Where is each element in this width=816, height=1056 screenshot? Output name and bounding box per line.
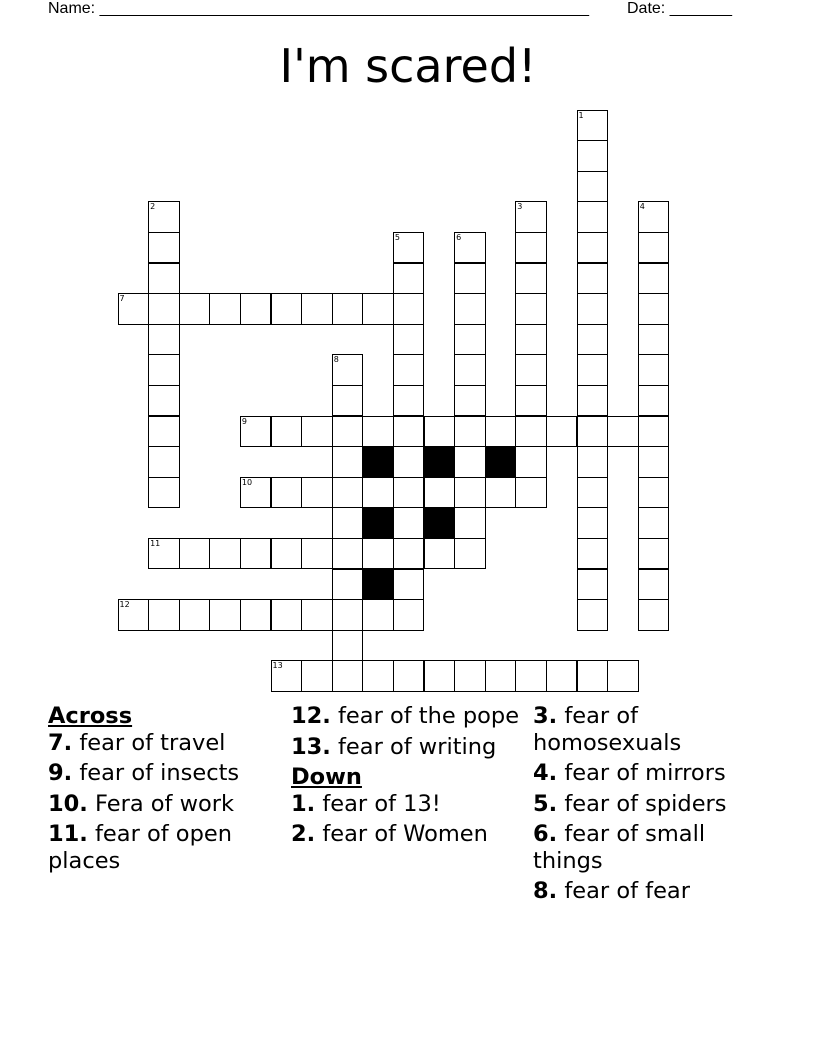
grid-cell[interactable] xyxy=(362,416,394,448)
grid-cell[interactable] xyxy=(577,324,609,356)
clue-down-5 xyxy=(533,791,773,818)
grid-cell[interactable] xyxy=(240,538,272,570)
grid-cell[interactable] xyxy=(607,416,639,448)
grid-cell[interactable] xyxy=(332,385,364,417)
grid-cell[interactable] xyxy=(515,263,547,295)
grid-cell[interactable] xyxy=(393,569,425,601)
grid-cell[interactable] xyxy=(240,293,272,325)
grid-cell[interactable] xyxy=(515,232,547,264)
clue-across-10 xyxy=(48,791,278,818)
clue-number-8: 8 xyxy=(333,355,339,365)
grid-cell[interactable] xyxy=(332,416,364,448)
grid-cell[interactable] xyxy=(240,599,272,631)
grid-cell[interactable] xyxy=(638,599,670,631)
clue-number-3: 3 xyxy=(517,202,523,212)
grid-cell[interactable] xyxy=(332,569,364,601)
grid-cell[interactable] xyxy=(393,324,425,356)
grid-cell[interactable] xyxy=(424,477,456,509)
grid-cell[interactable] xyxy=(301,293,333,325)
clue-across-13 xyxy=(291,734,521,761)
clue-number: 9. xyxy=(48,760,73,786)
clue-number: 5. xyxy=(533,790,558,817)
clue-text: fear of homosexuals xyxy=(533,703,682,756)
grid-cell[interactable] xyxy=(148,385,180,417)
grid-cell[interactable] xyxy=(577,293,609,325)
grid-cell[interactable] xyxy=(546,660,578,692)
clue-number: 13. xyxy=(291,733,331,760)
clue-text: fear of the pope xyxy=(338,703,520,729)
grid-cell[interactable] xyxy=(454,232,486,264)
grid-cell[interactable] xyxy=(577,507,609,539)
grid-block xyxy=(424,507,456,539)
grid-cell[interactable] xyxy=(148,477,180,509)
clue-number: 7. xyxy=(48,729,73,756)
grid-cell[interactable] xyxy=(118,599,150,631)
clue-number: 12. xyxy=(291,703,331,729)
clue-number-13: 13 xyxy=(272,661,283,671)
clue-text: fear of insects xyxy=(79,760,240,786)
grid-cell[interactable] xyxy=(332,354,364,386)
grid-cell[interactable] xyxy=(454,446,486,478)
clue-number: 11. xyxy=(48,821,88,847)
clue-down-3 xyxy=(533,703,773,756)
clue-text: Fera of work xyxy=(95,790,235,817)
grid-block xyxy=(362,569,394,601)
grid-cell[interactable] xyxy=(393,507,425,539)
grid-cell[interactable] xyxy=(271,293,303,325)
clue-text: fear of writing xyxy=(338,733,497,760)
grid-cell[interactable] xyxy=(454,263,486,295)
clue-number-10: 10 xyxy=(241,477,253,487)
clue-across-9 xyxy=(48,760,278,787)
grid-cell[interactable] xyxy=(332,660,364,692)
grid-cell[interactable] xyxy=(148,263,180,295)
grid-cell[interactable] xyxy=(148,446,180,478)
grid-cell[interactable] xyxy=(638,293,670,325)
grid-cell[interactable] xyxy=(515,354,547,386)
grid-cell[interactable] xyxy=(393,599,425,631)
clue-number-1: 1 xyxy=(578,110,584,120)
grid-cell[interactable] xyxy=(393,232,425,264)
clue-down-8 xyxy=(533,878,773,905)
grid-cell[interactable] xyxy=(209,599,241,631)
grid-cell[interactable] xyxy=(454,660,486,692)
grid-cell[interactable] xyxy=(332,446,364,478)
grid-cell[interactable] xyxy=(515,324,547,356)
grid-cell[interactable] xyxy=(577,201,609,233)
grid-cell[interactable] xyxy=(362,477,394,509)
grid-cell[interactable] xyxy=(454,354,486,386)
grid-cell[interactable] xyxy=(393,293,425,325)
grid-cell[interactable] xyxy=(485,416,517,448)
clue-number-5: 5 xyxy=(394,232,400,242)
grid-cell[interactable] xyxy=(271,416,303,448)
grid-cell[interactable] xyxy=(454,538,486,570)
grid-cell[interactable] xyxy=(332,538,364,570)
clues-column-1 xyxy=(48,703,278,878)
grid-cell[interactable] xyxy=(148,324,180,356)
down-heading: Down xyxy=(291,764,362,790)
clue-text: fear of small things xyxy=(533,821,706,874)
grid-cell[interactable] xyxy=(515,446,547,478)
grid-cell[interactable] xyxy=(148,538,180,570)
grid-cell[interactable] xyxy=(485,660,517,692)
grid-cell[interactable] xyxy=(638,201,670,233)
grid-cell[interactable] xyxy=(577,477,609,509)
grid-cell[interactable] xyxy=(240,416,272,448)
grid-cell[interactable] xyxy=(638,232,670,264)
grid-cell[interactable] xyxy=(454,477,486,509)
clue-number-11: 11 xyxy=(150,538,161,548)
grid-cell[interactable] xyxy=(209,538,241,570)
clue-number: 1. xyxy=(291,790,316,817)
grid-cell[interactable] xyxy=(301,477,333,509)
grid-cell[interactable] xyxy=(148,416,180,448)
grid-cell[interactable] xyxy=(271,599,303,631)
grid-cell[interactable] xyxy=(577,538,609,570)
clue-text: fear of Women xyxy=(322,821,488,847)
date-field[interactable]: Date: _______ xyxy=(627,0,732,17)
grid-cell[interactable] xyxy=(332,477,364,509)
clues-column-2 xyxy=(291,703,521,852)
grid-cell[interactable] xyxy=(148,599,180,631)
grid-cell[interactable] xyxy=(362,538,394,570)
grid-cell[interactable] xyxy=(485,477,517,509)
grid-cell[interactable] xyxy=(638,477,670,509)
grid-cell[interactable] xyxy=(362,599,394,631)
grid-cell[interactable] xyxy=(577,354,609,386)
grid-cell[interactable] xyxy=(148,232,180,264)
grid-cell[interactable] xyxy=(546,416,578,448)
grid-cell[interactable] xyxy=(638,569,670,601)
grid-cell[interactable] xyxy=(454,416,486,448)
grid-cell[interactable] xyxy=(515,660,547,692)
grid-cell[interactable] xyxy=(301,416,333,448)
grid-block xyxy=(362,446,394,478)
clue-number: 10. xyxy=(48,790,88,817)
grid-cell[interactable] xyxy=(638,507,670,539)
clues-column-3 xyxy=(533,703,773,909)
grid-cell[interactable] xyxy=(577,385,609,417)
grid-cell[interactable] xyxy=(577,569,609,601)
grid-cell[interactable] xyxy=(209,293,241,325)
grid-cell[interactable] xyxy=(577,416,609,448)
across-heading: Across xyxy=(48,703,133,729)
clue-text: fear of 13! xyxy=(322,790,441,817)
grid-cell[interactable] xyxy=(393,446,425,478)
grid-cell[interactable] xyxy=(577,110,609,142)
clue-text: fear of fear xyxy=(564,878,690,904)
grid-cell[interactable] xyxy=(271,538,303,570)
clue-down-6 xyxy=(533,821,773,874)
grid-cell[interactable] xyxy=(148,354,180,386)
grid-cell[interactable] xyxy=(332,630,364,662)
grid-cell[interactable] xyxy=(179,293,211,325)
grid-cell[interactable] xyxy=(179,599,211,631)
clue-number-4: 4 xyxy=(639,202,645,212)
grid-cell[interactable] xyxy=(515,201,547,233)
grid-cell[interactable] xyxy=(454,507,486,539)
clue-across-11 xyxy=(48,821,278,874)
grid-cell[interactable] xyxy=(638,324,670,356)
grid-cell[interactable] xyxy=(577,140,609,172)
grid-cell[interactable] xyxy=(301,660,333,692)
clue-text: fear of open places xyxy=(48,821,232,874)
clue-text: fear of travel xyxy=(79,729,226,756)
clue-number-7: 7 xyxy=(119,294,125,304)
grid-cell[interactable] xyxy=(393,263,425,295)
clue-text: fear of mirrors xyxy=(564,760,726,786)
clue-number-12: 12 xyxy=(119,600,130,610)
grid-cell[interactable] xyxy=(638,446,670,478)
grid-cell[interactable] xyxy=(332,293,364,325)
clue-down-1 xyxy=(291,791,521,818)
grid-cell[interactable] xyxy=(577,446,609,478)
grid-cell[interactable] xyxy=(148,201,180,233)
grid-cell[interactable] xyxy=(515,293,547,325)
grid-cell[interactable] xyxy=(577,171,609,203)
grid-cell[interactable] xyxy=(454,324,486,356)
grid-cell[interactable] xyxy=(638,354,670,386)
grid-cell[interactable] xyxy=(362,293,394,325)
grid-cell[interactable] xyxy=(454,385,486,417)
grid-cell[interactable] xyxy=(577,232,609,264)
clue-number: 6. xyxy=(533,821,558,847)
grid-cell[interactable] xyxy=(424,660,456,692)
grid-block xyxy=(424,446,456,478)
grid-cell[interactable] xyxy=(577,660,609,692)
clue-number-2: 2 xyxy=(150,202,156,212)
grid-block xyxy=(362,507,394,539)
name-field[interactable]: Name: _______________________________________________________ xyxy=(48,0,589,17)
grid-cell[interactable] xyxy=(393,477,425,509)
puzzle-title: I'm scared! xyxy=(279,39,537,93)
grid-cell[interactable] xyxy=(301,599,333,631)
grid-cell[interactable] xyxy=(301,538,333,570)
grid-cell[interactable] xyxy=(515,385,547,417)
grid-cell[interactable] xyxy=(271,477,303,509)
clue-number-6: 6 xyxy=(456,232,462,242)
grid-cell[interactable] xyxy=(179,538,211,570)
grid-cell[interactable] xyxy=(638,385,670,417)
grid-cell[interactable] xyxy=(638,538,670,570)
grid-cell[interactable] xyxy=(240,477,272,509)
clue-text: fear of spiders xyxy=(564,790,727,817)
grid-cell[interactable] xyxy=(577,263,609,295)
grid-cell[interactable] xyxy=(148,293,180,325)
grid-cell[interactable] xyxy=(393,354,425,386)
grid-cell[interactable] xyxy=(638,416,670,448)
grid-cell[interactable] xyxy=(424,416,456,448)
clue-down-2 xyxy=(291,821,521,848)
clue-number: 8. xyxy=(533,878,558,904)
grid-cell[interactable] xyxy=(393,416,425,448)
grid-cell[interactable] xyxy=(332,507,364,539)
clue-down-4 xyxy=(533,760,773,787)
grid-cell[interactable] xyxy=(638,263,670,295)
grid-cell[interactable] xyxy=(118,293,150,325)
grid-cell[interactable] xyxy=(515,477,547,509)
grid-cell[interactable] xyxy=(515,416,547,448)
clue-across-7 xyxy=(48,730,278,757)
clue-number: 2. xyxy=(291,821,316,847)
grid-cell[interactable] xyxy=(577,599,609,631)
grid-cell[interactable] xyxy=(393,385,425,417)
grid-cell[interactable] xyxy=(393,538,425,570)
grid-block xyxy=(485,446,517,478)
clue-number-9: 9 xyxy=(241,416,247,426)
grid-cell[interactable] xyxy=(362,660,394,692)
grid-cell[interactable] xyxy=(393,660,425,692)
clue-number: 3. xyxy=(533,703,558,729)
grid-cell[interactable] xyxy=(607,660,639,692)
clue-number: 4. xyxy=(533,760,558,786)
grid-cell[interactable] xyxy=(454,293,486,325)
grid-cell[interactable] xyxy=(424,538,456,570)
grid-cell[interactable] xyxy=(332,599,364,631)
clue-across-12 xyxy=(291,703,521,730)
grid-cell[interactable] xyxy=(271,660,303,692)
